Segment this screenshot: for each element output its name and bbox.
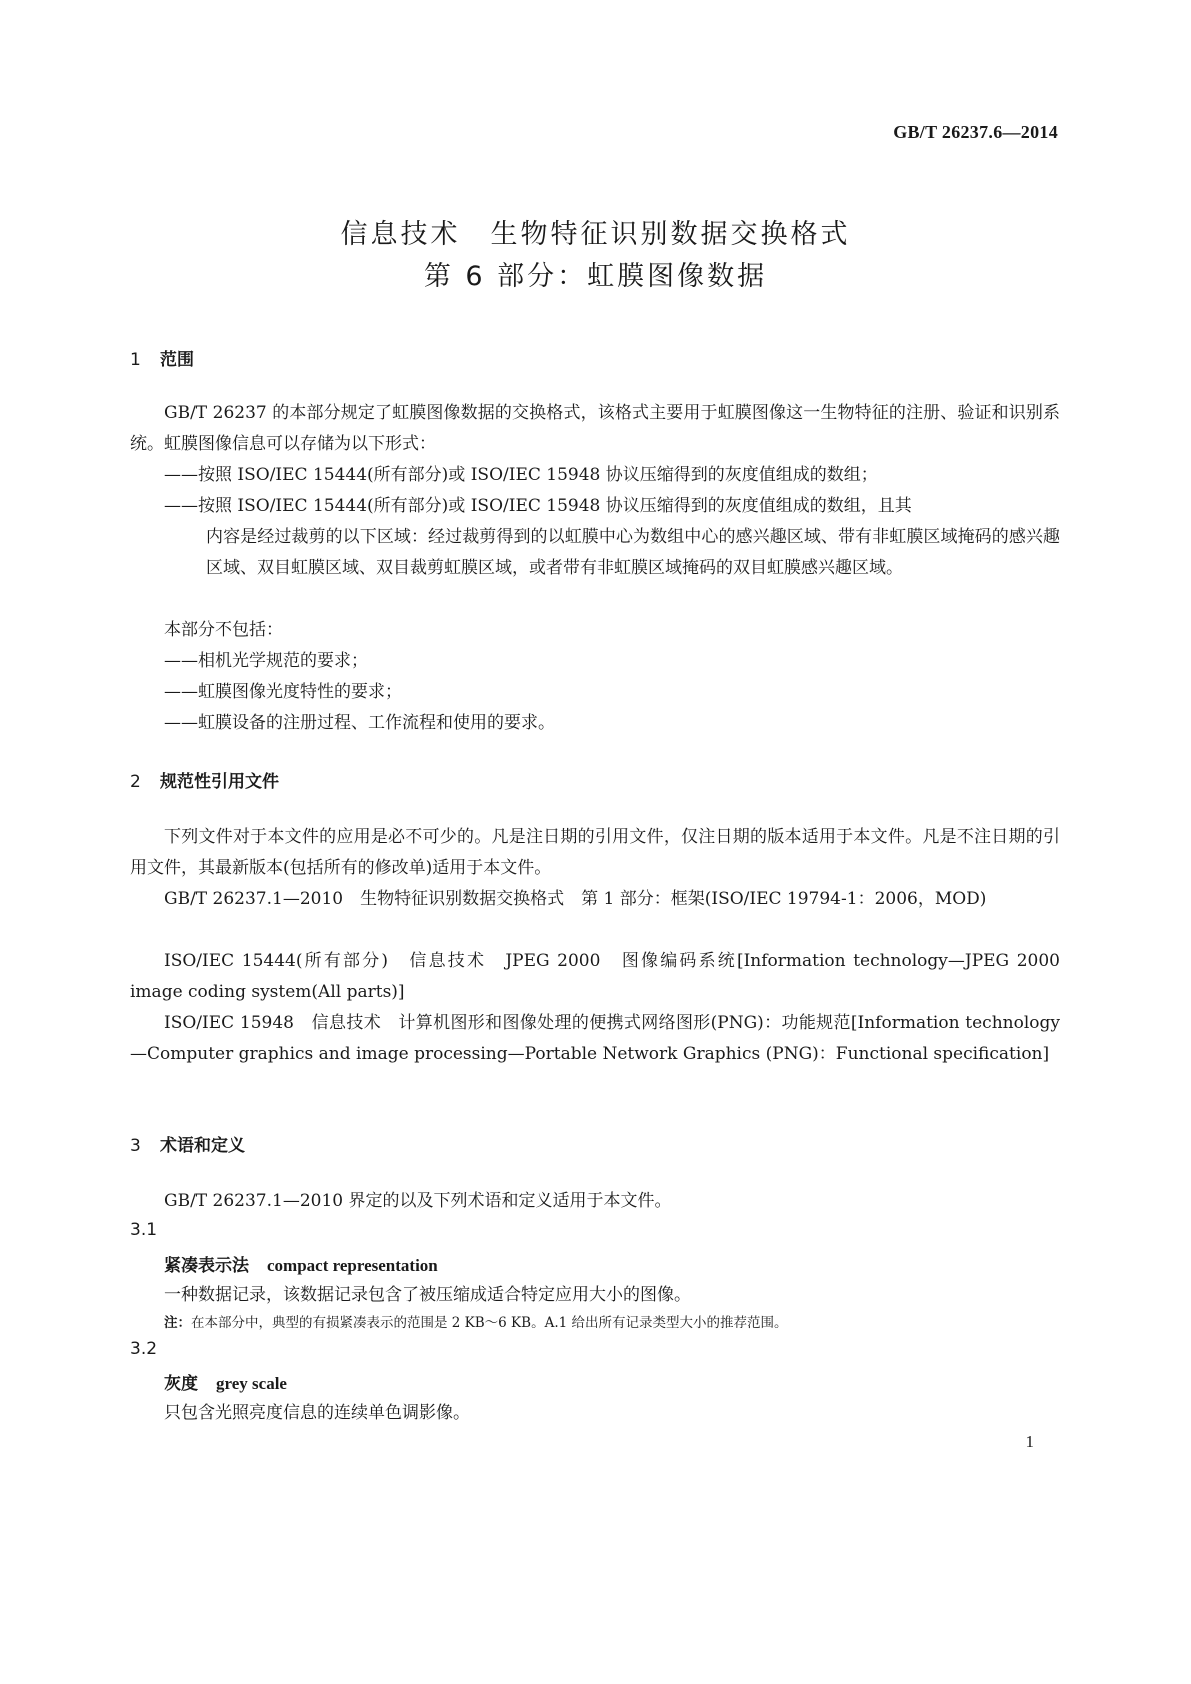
term-3-1-number: 3.1 [130,1220,158,1240]
section-2-intro: 下列文件对于本文件的应用是必不可少的。凡是注日期的引用文件，仅注日期的版本适用于本文件。凡是不注日期的引用文件，其最新版本(包括所有的修改单)适用于本文件。 [130,827,1060,878]
section-2-title: 规范性引用文件 [160,772,279,792]
exclusion-intro: 本部分不包括： [164,620,283,640]
section-3-intro: GB/T 26237.1—2010 界定的以及下列术语和定义适用于本文件。 [164,1191,672,1211]
page-number: 1 [1025,1432,1034,1451]
section-2-number: 2 [130,772,141,792]
scope-item-2-continued: 内容是经过裁剪的以下区域：经过裁剪得到的以虹膜中心为数组中心的感兴趣区域、带有非虹膜区域掩码的感兴趣区域、双目虹膜区域、双目裁剪虹膜区域，或者带有非虹膜区域掩码的双目虹膜感兴趣区域。 [206,527,1060,578]
term-3-2-english: grey scale [216,1374,287,1393]
term-3-1-definition: 一种数据记录，该数据记录包含了被压缩成适合特定应用大小的图像。 [164,1285,691,1305]
term-3-1-english: compact representation [267,1256,438,1275]
scope-item-1: ——按照 ISO/IEC 15444(所有部分)或 ISO/IEC 15948 协议压缩得到的灰度值组成的数组； [164,465,878,485]
section-1-title: 范围 [160,350,194,370]
exclusion-item-3: ——虹膜设备的注册过程、工作流程和使用的要求。 [164,713,555,733]
note-label: 注： [164,1315,191,1331]
section-1-heading [130,345,194,370]
exclusion-item-1: ——相机光学规范的要求； [164,651,368,671]
section-1-intro: GB/T 26237 的本部分规定了虹膜图像数据的交换格式，该格式主要用于虹膜图像这一生物特征的注册、验证和识别系统。虹膜图像信息可以存储为以下形式： [130,403,1060,454]
term-3-1-chinese: 紧凑表示法 [164,1256,249,1276]
normative-reference-1: GB/T 26237.1—2010 生物特征识别数据交换格式 第 1 部分：框架(ISO/IEC 19794-1：2006，MOD) [164,889,987,909]
term-3-2 [164,1369,287,1394]
term-3-2-number: 3.2 [130,1339,158,1359]
title-line-1: 信息技术 生物特征识别数据交换格式 [340,219,851,250]
term-3-1-note [164,1311,787,1331]
exclusion-item-2: ——虹膜图像光度特性的要求； [164,682,402,702]
normative-reference-2: ISO/IEC 15444(所有部分) 信息技术 JPEG 2000 图像编码系统[Information technology—JPEG 2000 image coding system(All parts)] [130,951,1060,1002]
term-3-2-definition: 只包含光照亮度信息的连续单色调影像。 [164,1403,470,1423]
section-3-heading [130,1131,245,1156]
note-text: 在本部分中，典型的有损紧凑表示的范围是 2 KB～6 KB。A.1 给出所有记录类型大小的推荐范围。 [191,1315,788,1331]
scope-item-2-first-line: ——按照 ISO/IEC 15444(所有部分)或 ISO/IEC 15948 协议压缩得到的灰度值组成的数组，且其 [164,496,912,516]
section-2-heading [130,767,279,792]
standard-code: GB/T 26237.6—2014 [893,122,1058,142]
normative-reference-3: ISO/IEC 15948 信息技术 计算机图形和图像处理的便携式网络图形(PNG)：功能规范[Information technology—Computer graphics and image processing—Portable Network Graphics (PNG)：Functional specification] [130,1013,1060,1064]
term-3-2-chinese: 灰度 [164,1374,198,1394]
section-3-title: 术语和定义 [160,1136,245,1156]
term-3-1 [164,1251,438,1276]
section-1-number: 1 [130,350,141,370]
section-3-number: 3 [130,1136,141,1156]
title-line-2: 第 6 部分：虹膜图像数据 [423,261,768,292]
